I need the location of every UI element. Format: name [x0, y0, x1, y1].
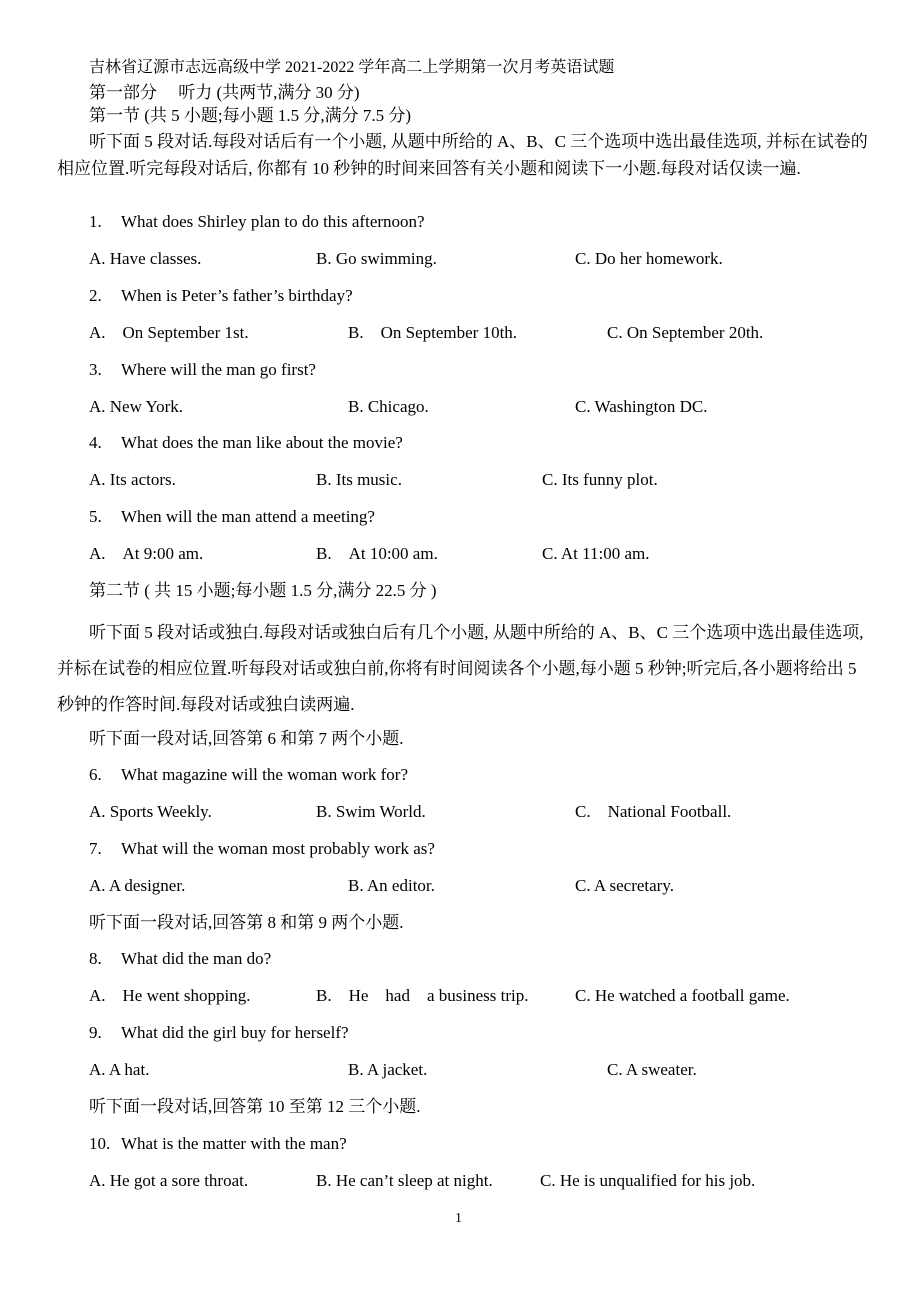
question-text: Where will the man go first? [121, 360, 316, 379]
option-5c: C. At 11:00 am. [542, 544, 650, 563]
question-text: What does the man like about the movie? [121, 433, 403, 452]
question-text: When will the man attend a meeting? [121, 507, 375, 526]
option-1b: B. Go swimming. [316, 249, 437, 268]
option-7b: B. An editor. [348, 876, 435, 895]
option-9c: C. A sweater. [607, 1060, 697, 1079]
option-7c: C. A secretary. [575, 876, 674, 895]
question-text: What did the man do? [121, 949, 272, 968]
option-8b: B. He had a business trip. [316, 986, 529, 1005]
option-8a: A. He went shopping. [89, 986, 251, 1005]
question-3 [89, 359, 316, 381]
question-1 [89, 211, 425, 233]
question-9 [89, 1022, 349, 1044]
question-text: What does Shirley plan to do this afternoon? [121, 212, 425, 231]
option-7a: A. A designer. [89, 876, 186, 895]
question-number: 2. [89, 286, 102, 305]
group-instruction: 听下面一段对话,回答第 8 和第 9 两个小题. [89, 913, 404, 932]
question-2 [89, 285, 353, 307]
question-10 [89, 1133, 347, 1155]
question-number: 3. [89, 360, 102, 379]
group-instruction: 听下面一段对话,回答第 10 至第 12 三个小题. [89, 1097, 421, 1116]
question-text: What did the girl buy for herself? [121, 1023, 349, 1042]
option-10a: A. He got a sore throat. [89, 1171, 249, 1190]
option-8c: C. He watched a football game. [575, 986, 790, 1005]
option-10b: B. He can’t sleep at night. [316, 1171, 493, 1190]
question-text: What magazine will the woman work for? [121, 765, 409, 784]
option-2c: C. On September 20th. [607, 323, 764, 342]
option-6a: A. Sports Weekly. [89, 802, 212, 821]
question-8 [89, 948, 271, 970]
option-9b: B. A jacket. [348, 1060, 428, 1079]
question-number: 7. [89, 839, 102, 858]
question-number: 5. [89, 507, 102, 526]
question-number: 4. [89, 433, 102, 452]
option-10c: C. He is unqualified for his job. [540, 1171, 756, 1190]
question-4 [89, 432, 403, 454]
question-number: 6. [89, 765, 102, 784]
exam-title: 吉林省辽源市志远高级中学 2021-2022 学年高二上学期第一次月考英语试题 [89, 59, 615, 76]
option-5b: B. At 10:00 am. [316, 544, 438, 563]
option-3c: C. Washington DC. [575, 397, 708, 416]
page-number: 1 [455, 1211, 462, 1226]
option-2b: B. On September 10th. [348, 323, 518, 342]
part-heading: 第一部分 听力 (共两节,满分 30 分) [89, 83, 360, 102]
option-6b: B. Swim World. [316, 802, 426, 821]
section2-instructions: 听下面 5 段对话或独白.每段对话或独白后有几个小题, 从题中所给的 A、B、C 三个选项中选出最佳选项,并标在试卷的相应位置.听每段对话或独白前,你将有时间阅读各个小题,每小题 5 秒钟;听完后,各小题将给出 5 秒钟的作答时间.每段对话或独白读两遍. [57, 623, 864, 714]
section1-heading: 第一节 (共 5 小题;每小题 1.5 分,满分 7.5 分) [89, 106, 412, 125]
section2-heading: 第二节 ( 共 15 小题;每小题 1.5 分,满分 22.5 分 ) [89, 581, 437, 600]
option-5a: A. At 9:00 am. [89, 544, 204, 563]
option-1a: A. Have classes. [89, 249, 202, 268]
question-text: What will the woman most probably work as? [121, 839, 435, 858]
option-3a: A. New York. [89, 397, 183, 416]
question-number: 1. [89, 212, 102, 231]
option-4a: A. Its actors. [89, 470, 176, 489]
question-5 [89, 506, 375, 528]
option-3b: B. Chicago. [348, 397, 429, 416]
option-4c: C. Its funny plot. [542, 470, 658, 489]
option-2a: A. On September 1st. [89, 323, 249, 342]
option-4b: B. Its music. [316, 470, 402, 489]
question-number: 9. [89, 1023, 102, 1042]
option-6c: C. National Football. [575, 802, 732, 821]
question-text: What is the matter with the man? [121, 1134, 347, 1153]
group-instruction: 听下面一段对话,回答第 6 和第 7 两个小题. [89, 729, 404, 748]
question-number: 8. [89, 949, 102, 968]
question-6 [89, 764, 408, 786]
option-9a: A. A hat. [89, 1060, 150, 1079]
section1-instructions: 听下面 5 段对话.每段对话后有一个小题, 从题中所给的 A、B、C 三个选项中选出最佳选项, 并标在试卷的相应位置.听完每段对话后, 你都有 10 秒钟的时间来回答有关小题和阅读下一小题.每段对话仅读一遍. [57, 132, 868, 178]
question-7 [89, 838, 435, 860]
option-1c: C. Do her homework. [575, 249, 723, 268]
question-number: 10. [89, 1134, 111, 1153]
question-text: When is Peter’s father’s birthday? [121, 286, 353, 305]
